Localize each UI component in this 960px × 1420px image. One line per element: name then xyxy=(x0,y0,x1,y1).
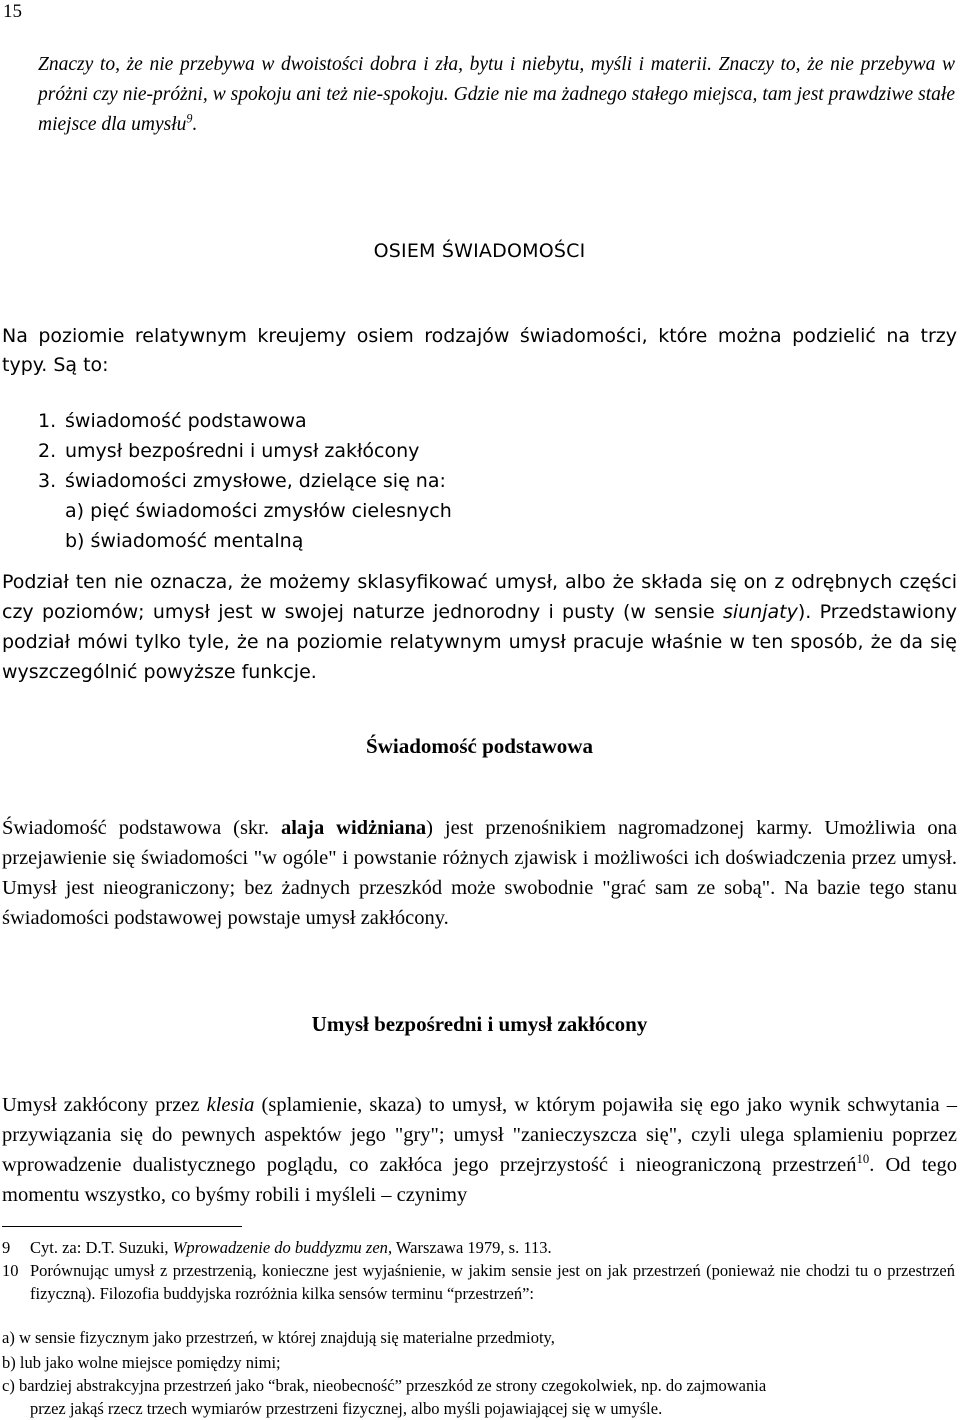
footnote-text: Porównując umysł z przestrzenią, konieczne jest wyjaśnienie, w jakim sensie jest on jak przestrzeń (ponieważ nie chodzi tu o przestrzeń fizyczną). Filozofia buddyjska rozróżnia kilka sensów terminu “przestrzeń”: xyxy=(30,1261,955,1303)
footnote-item-c-line1: c) bardziej abstrakcyjna przestrzeń jako “brak, nieobecność” przeszkód ze strony czegokolwiek, np. do zajmowania xyxy=(2,1376,767,1395)
list-item-text: świadomość podstawowa xyxy=(65,410,307,432)
section-title-basic: Świadomość podstawowa xyxy=(366,734,593,758)
intro-text: Znaczy to, że nie przebywa w dwoistości dobra i zła, bytu i niebytu, myśli i materii. Znaczy to, że nie przebywa w próżni czy nie-próżni, w spokoju ani też nie-spokoju. Gdzie nie ma żadnego stałego miejsca, tam jest prawdziwe stałe miejsce dla umysłu xyxy=(38,54,955,135)
osiem-explain-paragraph xyxy=(2,567,957,687)
page-number: 15 xyxy=(3,1,22,22)
term-siunjata: siunjaty xyxy=(723,601,798,623)
term-klesia: klesia xyxy=(206,1094,255,1116)
footnote-separator xyxy=(2,1226,242,1227)
footnote-item-c-line2: przez jakąś rzecz trzech wymiarów przestrzeni fizycznej, albo myśli pojawiającej się w umyśle. xyxy=(30,1399,663,1418)
list-item-number: 3. xyxy=(38,470,57,492)
footnote-ref-9[interactable]: 9 xyxy=(186,111,193,126)
consciousness-list xyxy=(38,406,452,556)
section-title-direct: Umysł bezpośredni i umysł zakłócony xyxy=(311,1012,648,1036)
list-item xyxy=(38,406,452,436)
footnote-ref-10[interactable]: 10 xyxy=(856,1152,870,1167)
list-item xyxy=(38,466,452,496)
sub-list-item: b) świadomość mentalną xyxy=(65,530,304,552)
direct-text-mid: (splamienie, skaza) to umysł, w którym pojawiła się ego jako wynik schwytania – przywiązania się do pewnych aspektów jego "gry"; umysł "zanieczyszcza się", czyli ulega splamieniu poprzez wprowadzenie dualistycznego poglądu, co zakłóca jego przejrzystość i nieograniczoną przestrzeń xyxy=(2,1094,957,1176)
footnote-number: 10 xyxy=(2,1261,19,1280)
list-item-number: 2. xyxy=(38,440,57,462)
fn9-text-after: , Warszawa 1979, s. 113. xyxy=(387,1238,552,1257)
basic-paragraph xyxy=(2,813,957,933)
direct-text-before: Umysł zakłócony przez xyxy=(2,1094,207,1116)
osiem-lead-paragraph: Na poziomie relatywnym kreujemy osiem rodzajów świadomości, które można podzielić na trzy typy. Są to: xyxy=(2,325,957,376)
sub-list-item: a) pięć świadomości zmysłów cielesnych xyxy=(65,500,452,522)
intro-end: . xyxy=(192,114,198,135)
direct-paragraph xyxy=(2,1090,957,1210)
explain-text-after: ). Przedstawiony podział mówi tylko tyle, że na poziomie relatywnym umysł pracuje właśnie w ten sposób, że da się wyszczególnić powyższe funkcje. xyxy=(2,601,957,683)
intro-paragraph xyxy=(38,50,955,140)
footnote-text xyxy=(30,1236,955,1259)
footnote-9 xyxy=(2,1236,955,1259)
basic-text-after: ) jest przenośnikiem nagromadzonej karmy. Umożliwia ona przejawienie się świadomości "w ogóle" i powstanie różnych zjawisk i możliwości ich doświadczenia przez umysł. Umysł jest nieograniczony; bez żadnych przeszkód może swobodnie "grać sam ze sobą". Na bazie tego stanu świadomości podstawowej powstaje umysł zakłócony. xyxy=(2,817,957,929)
fn9-text-before: Cyt. za: D.T. Suzuki, xyxy=(30,1238,173,1257)
footnote-number: 9 xyxy=(2,1238,11,1257)
direct-text-after: . Od tego momentu wszystko, co byśmy robili i myśleli – czynimy xyxy=(2,1154,957,1206)
footnote-item-b: b) lub jako wolne miejsce pomiędzy nimi; xyxy=(2,1353,281,1372)
fn9-book-title: Wprowadzenie do buddyzmu zen xyxy=(172,1238,388,1257)
basic-text-before: Świadomość podstawowa (skr. xyxy=(2,817,281,839)
term-alaja: alaja widżniana xyxy=(280,817,427,839)
explain-text-before: Podział ten nie oznacza, że możemy sklasyfikować umysł, albo że składa się on z odrębnych części czy poziomów; umysł jest w swojej naturze jednorodny i pusty (w sensie xyxy=(2,571,957,623)
list-item-text: świadomości zmysłowe, dzielące się na: xyxy=(65,470,446,492)
footnote-item-a: a) w sensie fizycznym jako przestrzeń, w której znajdują się materialne przedmioty, xyxy=(2,1328,555,1347)
list-item xyxy=(38,436,452,466)
section-title-osiem: OSIEM ŚWIADOMOŚCI xyxy=(373,240,586,262)
footnote-10 xyxy=(2,1259,955,1305)
footnote-item-c xyxy=(2,1374,955,1420)
list-item-text: umysł bezpośredni i umysł zakłócony xyxy=(65,440,420,462)
list-item-number: 1. xyxy=(38,410,57,432)
